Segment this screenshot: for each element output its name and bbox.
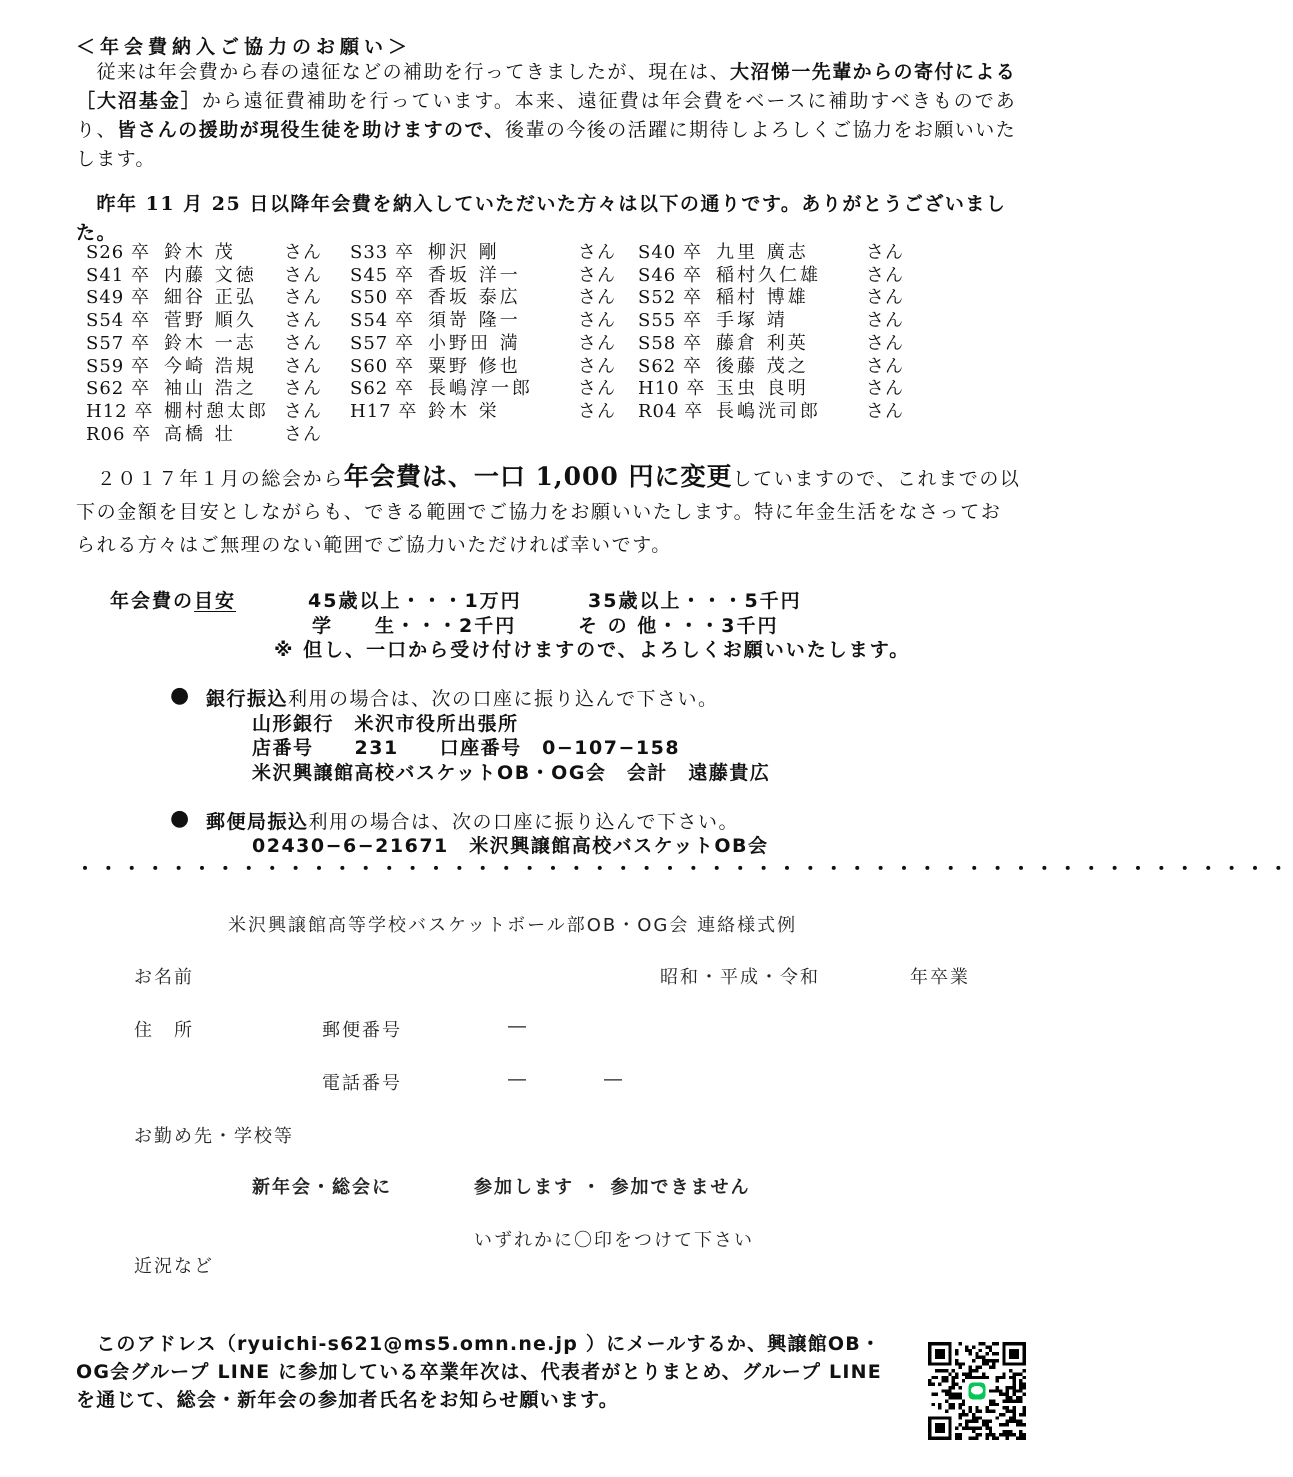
donor-year: S57 卒 [350, 332, 414, 354]
form-title: 米沢興譲館高等学校バスケットボール部OB・OG会 連絡様式例 [228, 915, 798, 936]
form-name-label: お名前 [134, 967, 194, 988]
donor-honorific: さん [578, 378, 616, 400]
donor-name: 香坂 洋一 [428, 264, 521, 286]
fee-guide-label [110, 586, 236, 613]
donor-year: S62 卒 [86, 378, 150, 400]
footer-paragraph: このアドレス（ryuichi-s621@ms5.omn.ne.jp ）にメールするか、興譲館OB・OG会グループ LINE に参加している卒業年次は、代表者がとりまとめ、グループ LINE を通じて、総会・新年会の参加者氏名をお知らせ願います。 [76, 1333, 882, 1411]
donor-name: 今崎 浩規 [164, 355, 257, 377]
donor-name: 細谷 正弘 [164, 287, 257, 309]
donor-honorific: さん [284, 287, 322, 309]
donor-honorific: さん [284, 378, 322, 400]
bank-line-2: 店番号 231 口座番号 0−107−158 [252, 737, 681, 759]
donor-name: 高橋 壮 [164, 423, 236, 445]
post-intro [206, 807, 739, 834]
fee-guide-label-underlined: 目安 [194, 590, 237, 612]
donor-name: 鈴木 一志 [164, 332, 257, 354]
donor-name: 九里 廣志 [716, 242, 809, 263]
donor-year: S54 卒 [86, 310, 150, 332]
fee-change-emphasis: 年会費は、一口 1,000 円に変更 [343, 462, 733, 491]
donor-honorific: さん [578, 332, 616, 354]
form-news-label: 近況など [134, 1256, 214, 1277]
donor-honorific: さん [866, 400, 904, 422]
bank-intro [206, 684, 719, 711]
intro-text-1: 従来は年会費から春の遠征などの補助を行ってきましたが、現在は、 [76, 61, 731, 83]
form-work-label: お勤め先・学校等 [134, 1126, 294, 1147]
donor-year: R04 卒 [638, 400, 704, 422]
donor-honorific: さん [284, 423, 322, 445]
donor-year: S50 卒 [350, 287, 414, 309]
form-era-label: 昭和・平成・令和 [660, 967, 820, 988]
donor-honorific: さん [578, 287, 616, 309]
donor-name: 袖山 浩之 [164, 378, 257, 400]
donor-name: 長嶋淳一郎 [428, 378, 533, 400]
form-address-label: 住 所 [134, 1020, 194, 1041]
donor-name: 後藤 茂之 [716, 355, 809, 377]
donor-honorific: さん [578, 264, 616, 286]
intro-bold-1: 大沼悌一先輩からの寄付による［大沼基金］ [76, 61, 1017, 112]
fee-guide-item-4: そ の 他・・・3千円 [578, 615, 779, 637]
donor-name: 玉虫 良明 [716, 378, 809, 400]
donor-year: S59 卒 [86, 355, 150, 377]
donor-year: S57 卒 [86, 332, 150, 354]
donor-year: S46 卒 [638, 264, 702, 286]
donor-honorific: さん [284, 332, 322, 354]
form-event-choice: 参加します ・ 参加できません [474, 1177, 751, 1198]
donor-honorific: さん [284, 310, 322, 332]
fee-change-paragraph [76, 460, 1021, 562]
donor-honorific: さん [578, 310, 616, 332]
donor-name: 小野田 満 [428, 332, 521, 354]
notice-heading: ＜年会費納入ご協力のお願い＞ [76, 36, 413, 58]
donor-year: S26 卒 [86, 242, 150, 263]
donor-entry [86, 420, 322, 446]
donor-year: S62 卒 [350, 378, 414, 400]
form-phone-dash-2: ― [604, 1069, 624, 1090]
post-bullet: ● [170, 806, 190, 831]
donor-honorific: さん [866, 310, 904, 332]
donor-honorific: さん [578, 355, 616, 377]
donor-name: 鈴木 茂 [164, 242, 236, 263]
bank-line-3: 米沢興譲館高校バスケットOB・OG会 会計 遠藤貴広 [252, 762, 771, 784]
bank-intro-text: 利用の場合は、次の口座に振り込んで下さい。 [288, 688, 719, 710]
donor-name: 棚村憩太郎 [164, 400, 269, 422]
donor-year: S45 卒 [350, 264, 414, 286]
donor-honorific: さん [578, 242, 616, 263]
donor-name: 香坂 泰広 [428, 287, 521, 309]
fee-guide-item-3: 学 生・・・2千円 [312, 615, 517, 637]
donor-honorific: さん [284, 264, 322, 286]
donor-honorific: さん [866, 332, 904, 354]
form-postal-dash: ― [508, 1016, 528, 1037]
donor-name: 長嶋洸司郎 [716, 400, 821, 422]
intro-bold-2: 皆さんの援助が現役生徒を助けますので、 [116, 119, 505, 141]
fee-change-lead: ２０１７年１月の総会から [76, 468, 344, 490]
intro-text-2: から遠征費補助を行っています。本来、遠征費は年会費をベースに補助すべきものであり、 [76, 90, 1016, 141]
post-title: 郵便局振込 [206, 811, 309, 833]
donor-year: S60 卒 [350, 355, 414, 377]
form-grad-label: 年卒業 [910, 967, 970, 988]
donor-year: H10 卒 [638, 378, 706, 400]
donor-name: 内藤 文徳 [164, 264, 257, 286]
fee-guide-item-2: 35歳以上・・・5千円 [588, 590, 802, 612]
donor-name: 手塚 靖 [716, 310, 788, 332]
donor-year: S49 卒 [86, 287, 150, 309]
donor-year: S58 卒 [638, 332, 702, 354]
thanks-paragraph: 昨年 11 月 25 日以降年会費を納入していただいた方々は以下の通りです。ありがとうございました。 [76, 193, 1007, 244]
form-postal-label: 郵便番号 [322, 1020, 402, 1041]
intro-paragraph [76, 58, 1016, 174]
fee-guide-note: ※ 但し、一口から受け付けますので、よろしくお願いいたします。 [274, 639, 911, 661]
donor-name: 鈴木 栄 [428, 400, 500, 422]
donor-year: H12 卒 [86, 400, 154, 422]
donor-year: S55 卒 [638, 310, 702, 332]
post-intro-text: 利用の場合は、次の口座に振り込んで下さい。 [308, 811, 740, 833]
donor-honorific: さん [284, 400, 322, 422]
donor-year: H17 卒 [350, 400, 418, 422]
fee-change-rest: していますので、これまでの以下の金額を目安としながらも、できる範囲でご協力をお願いいたします。特に年金生活をなさっておられる方々はご無理のない範囲でご協力いただければ幸いです。 [76, 468, 1021, 556]
donor-year: S40 卒 [638, 242, 702, 263]
form-phone-dash-1: ― [508, 1069, 528, 1090]
donor-entry [638, 397, 904, 423]
fee-guide-item-1: 45歳以上・・・1万円 [308, 590, 522, 612]
bank-bullet: ● [170, 683, 190, 708]
donor-honorific: さん [284, 242, 322, 263]
form-event-label: 新年会・総会に [252, 1177, 392, 1198]
donor-year: S62 卒 [638, 355, 702, 377]
donor-name: 柳沢 剛 [428, 242, 500, 263]
donor-year: S54 卒 [350, 310, 414, 332]
donor-name: 稲村 博雄 [716, 287, 809, 309]
donor-honorific: さん [866, 264, 904, 286]
donor-year: R06 卒 [86, 423, 152, 445]
donor-year: S41 卒 [86, 264, 150, 286]
form-phone-label: 電話番号 [322, 1073, 402, 1094]
donor-name: 菅野 順久 [164, 310, 257, 332]
donor-honorific: さん [866, 355, 904, 377]
donor-name: 稲村久仁雄 [716, 264, 821, 286]
donor-entry [350, 397, 616, 423]
post-line-1: 02430−6−21671 米沢興譲館高校バスケットOB会 [252, 835, 769, 857]
cut-line-divider: ・・・・・・・・・・・・・・・・・・・・・・・・・・・・・・・・・・・・・・・・・・・・・・・・・・・・ [76, 859, 1293, 880]
fee-guide-label-pre: 年会費の [110, 590, 195, 612]
donor-honorific: さん [284, 355, 322, 377]
donor-name: 藤倉 利英 [716, 332, 809, 354]
form-event-note: いずれかに〇印をつけて下さい [474, 1230, 754, 1251]
donor-name: 須嵜 隆一 [428, 310, 521, 332]
bank-title: 銀行振込 [206, 688, 289, 710]
bank-line-1: 山形銀行 米沢市役所出張所 [252, 713, 519, 735]
line-qr-code-icon[interactable] [928, 1342, 1026, 1440]
donor-honorific: さん [866, 242, 904, 263]
intro-text-3: 後輩の今後の活躍に期待しよろしくご協力をお願いいたします。 [76, 119, 1016, 170]
donor-year: S33 卒 [350, 242, 414, 263]
donor-honorific: さん [866, 378, 904, 400]
donor-honorific: さん [866, 287, 904, 309]
donor-name: 粟野 修也 [428, 355, 521, 377]
donor-year: S52 卒 [638, 287, 702, 309]
donor-honorific: さん [578, 400, 616, 422]
